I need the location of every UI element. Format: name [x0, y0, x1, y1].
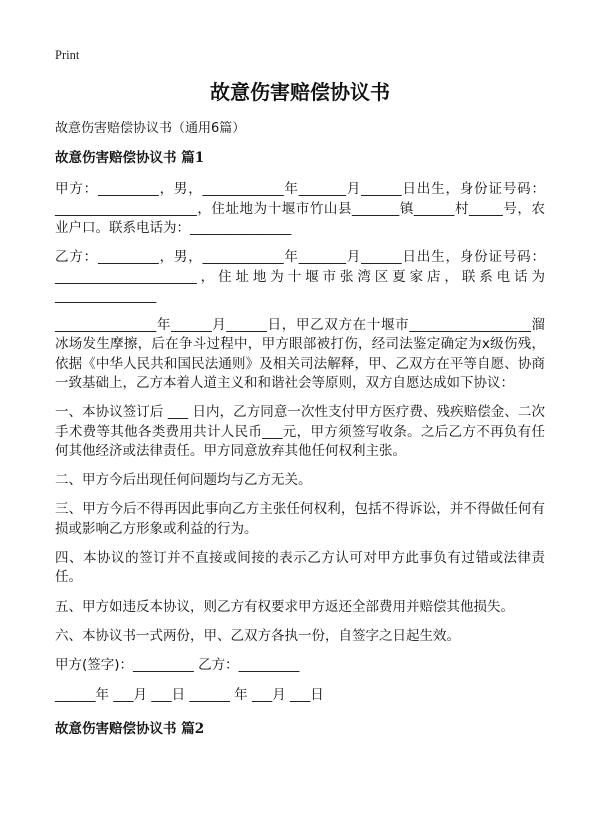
clause-4: 四、本协议的签订并不直接或间接的表示乙方认可对甲方此事负有过错或法律责任。	[55, 550, 545, 586]
clause-5: 五、甲方如违反本协议，则乙方有权要求甲方返还全部费用并赔偿其他损失。	[55, 598, 514, 615]
document-title: 故意伤害赔偿协议书	[210, 80, 390, 104]
section-heading: 故意伤害赔偿协议书 篇1	[55, 150, 205, 167]
print-link[interactable]: Print	[55, 48, 80, 62]
party-a-info: 甲方：_________，男，____________年_______月______日出生，身份证号码：_____________________，住址地为十堰市竹山县_______镇______村_____号，农业户口。联系电话为：_______________	[55, 181, 545, 236]
print-toolbar	[55, 46, 545, 62]
document-body	[55, 0, 545, 739]
clause-6: 六、本协议书一式两份，甲、乙双方各执一份，自签字之日起生效。	[55, 627, 460, 644]
date-line: ______年 ___月 ___日 ______ 年 ___月 ___日	[55, 686, 324, 703]
clause-3: 三、甲方今后不得再因此事向乙方主张任何权利，包括不得诉讼，并不得做任何有损或影响乙方形象或利益的行为。	[55, 501, 545, 537]
agreement-section-2	[55, 720, 545, 739]
document-subtitle: 故意伤害赔偿协议书（通用6篇）	[55, 120, 246, 136]
agreement-section-1	[55, 149, 545, 705]
incident-description: _______________年______月______日，甲乙双方在十堰市__________________溜冰场发生摩擦，后在争斗过程中，甲方眼部被打伤，经司法鉴定确定为x级伤残，依据《中华人民共和国民法通则》及相关司法解释，甲、乙双方在平等自愿、协商一致基础上，乙方本着人道主义和和谐社会等原则，双方自愿达成如下协议：	[55, 317, 545, 391]
clause-2: 二、甲方今后出现任何问题均与乙方无关。	[55, 472, 312, 489]
section-heading: 故意伤害赔偿协议书 篇2	[55, 720, 205, 737]
party-b-info: 乙方：_________，男，____________年_______月______日出生，身份证号码：_____________________，住址地为十堰市张湾区夏家店，联系电话为_______________	[55, 249, 545, 304]
clause-1: 一、本协议签订后 ___ 日内，乙方同意一次性支付甲方医疗费、残疾赔偿金、二次手术费等其他各类费用共计人民币___元，甲方须签写收条。之后乙方不再负有任何其他经济或法律责任。甲方同意放弃其他任何权利主张。	[55, 404, 545, 459]
signature-line: 甲方(签字)：_________ 乙方：_________	[55, 657, 300, 674]
